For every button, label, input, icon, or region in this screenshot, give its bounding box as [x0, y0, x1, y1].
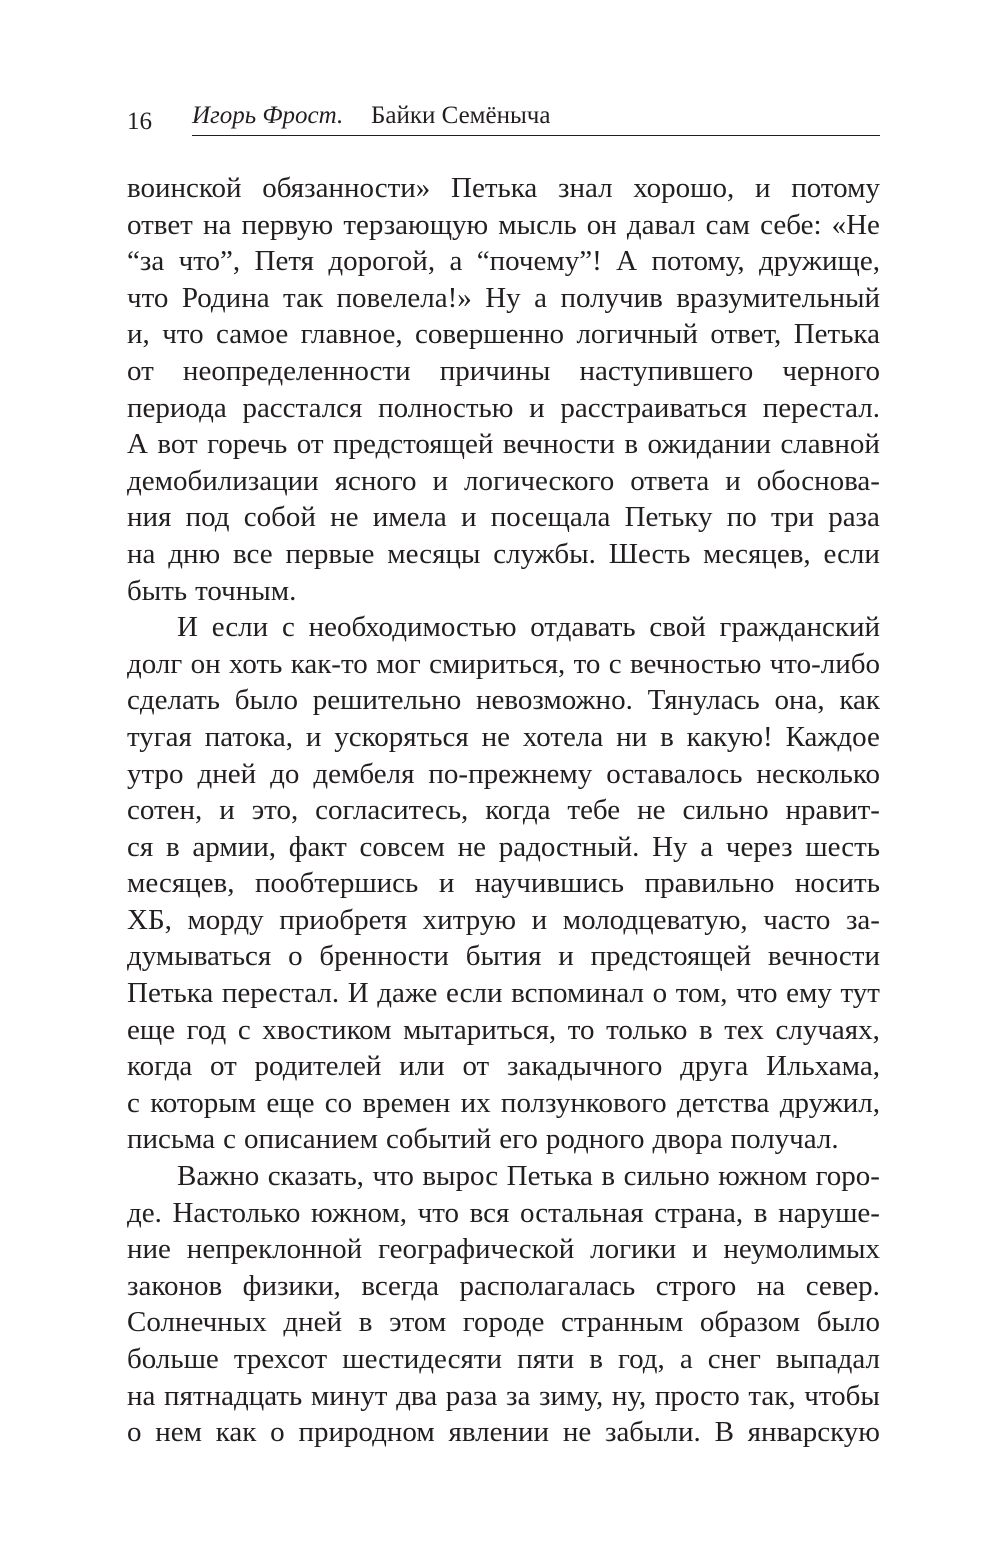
text-line: Солнечных дней в этом городе странным образом было	[127, 1306, 880, 1339]
page-number: 16	[127, 108, 152, 135]
text-line: де. Настолько южном, что вся остальная страна, в наруше-	[127, 1196, 880, 1229]
header-book-title: Байки Семёныча	[371, 102, 551, 129]
text-line: демобилизации ясного и логического ответа и обоснова-	[127, 464, 880, 497]
text-line: ХБ, морду приобретя хитрую и молодцеватую, часто за-	[127, 903, 880, 936]
text-line: когда от родителей или от закадычного друга Ильхама,	[127, 1050, 880, 1083]
text-line: письма с описанием событий его родного двора получал.	[127, 1123, 839, 1156]
text-line: воинской обязанности» Петька знал хорошо, и потому	[127, 172, 880, 204]
text-line: что Родина так повелела!» Ну а получив вразумительный	[127, 281, 880, 314]
text-line: с которым еще со времен их ползункового детства дружил,	[127, 1086, 880, 1119]
body-text	[127, 170, 880, 1451]
text-line: ние непреклонной географической логики и неумолимых	[127, 1233, 880, 1266]
text-line: периода расстался полностью и расстраиваться перестал.	[127, 391, 880, 424]
paragraph	[127, 170, 880, 609]
text-line: утро дней до дембеля по-прежнему оставалось несколько	[127, 757, 880, 790]
text-line: от неопределенности причины наступившего черного	[127, 354, 880, 387]
text-line: быть точным.	[127, 574, 297, 607]
text-line: месяцев, пообтершись и научившись правильно носить	[127, 867, 880, 900]
text-line: ся в армии, факт совсем не радостный. Ну а через шесть	[127, 830, 880, 863]
text-line: и, что самое главное, совершенно логичный ответ, Петька	[127, 318, 880, 351]
header-author: Игорь Фрост.	[192, 102, 344, 129]
text-line: на пятнадцать минут два раза за зиму, ну, просто так, чтобы	[127, 1379, 880, 1412]
text-line: долг он хоть как-то мог смириться, то с вечностью что-либо	[127, 647, 880, 680]
text-line: ответ на первую терзающую мысль он давал сам себе: «Не	[127, 208, 880, 241]
text-line: тугая патока, и ускоряться не хотела ни в какую! Каждое	[127, 720, 880, 753]
text-line: сотен, и это, согласитесь, когда тебе не сильно нравит-	[127, 794, 880, 827]
text-line: И если с необходимостью отдавать свой гражданский	[177, 611, 880, 644]
text-line: законов физики, всегда располагалась строго на север.	[127, 1269, 880, 1302]
text-line: Петька перестал. И даже если вспоминал о том, что ему тут	[127, 977, 880, 1010]
text-line: думываться о бренности бытия и предстоящей вечности	[127, 940, 880, 973]
running-head	[127, 100, 880, 136]
paragraph	[127, 1158, 880, 1451]
text-line: больше трехсот шестидесяти пяти в год, а снег выпадал	[127, 1343, 880, 1375]
text-line: еще год с хвостиком мытариться, то только в тех случаях,	[127, 1013, 880, 1046]
text-line: А вот горечь от предстоящей вечности в ожидании славной	[127, 428, 880, 461]
text-line: о нем как о природном явлении не забыли. В январскую	[127, 1416, 880, 1449]
text-line: сделать было решительно невозможно. Тянулась она, как	[127, 684, 880, 717]
text-line: Важно сказать, что вырос Петька в сильно южном горо-	[177, 1160, 880, 1193]
text-line: на дню все первые месяцы службы. Шесть месяцев, если	[127, 537, 880, 570]
header-rule	[192, 135, 880, 136]
text-line: ния под собой не имела и посещала Петьку по три раза	[127, 501, 880, 534]
text-line: “за что”, Петя дорогой, а “почему”! А потому, дружище,	[127, 245, 880, 278]
paragraph	[127, 609, 880, 1158]
